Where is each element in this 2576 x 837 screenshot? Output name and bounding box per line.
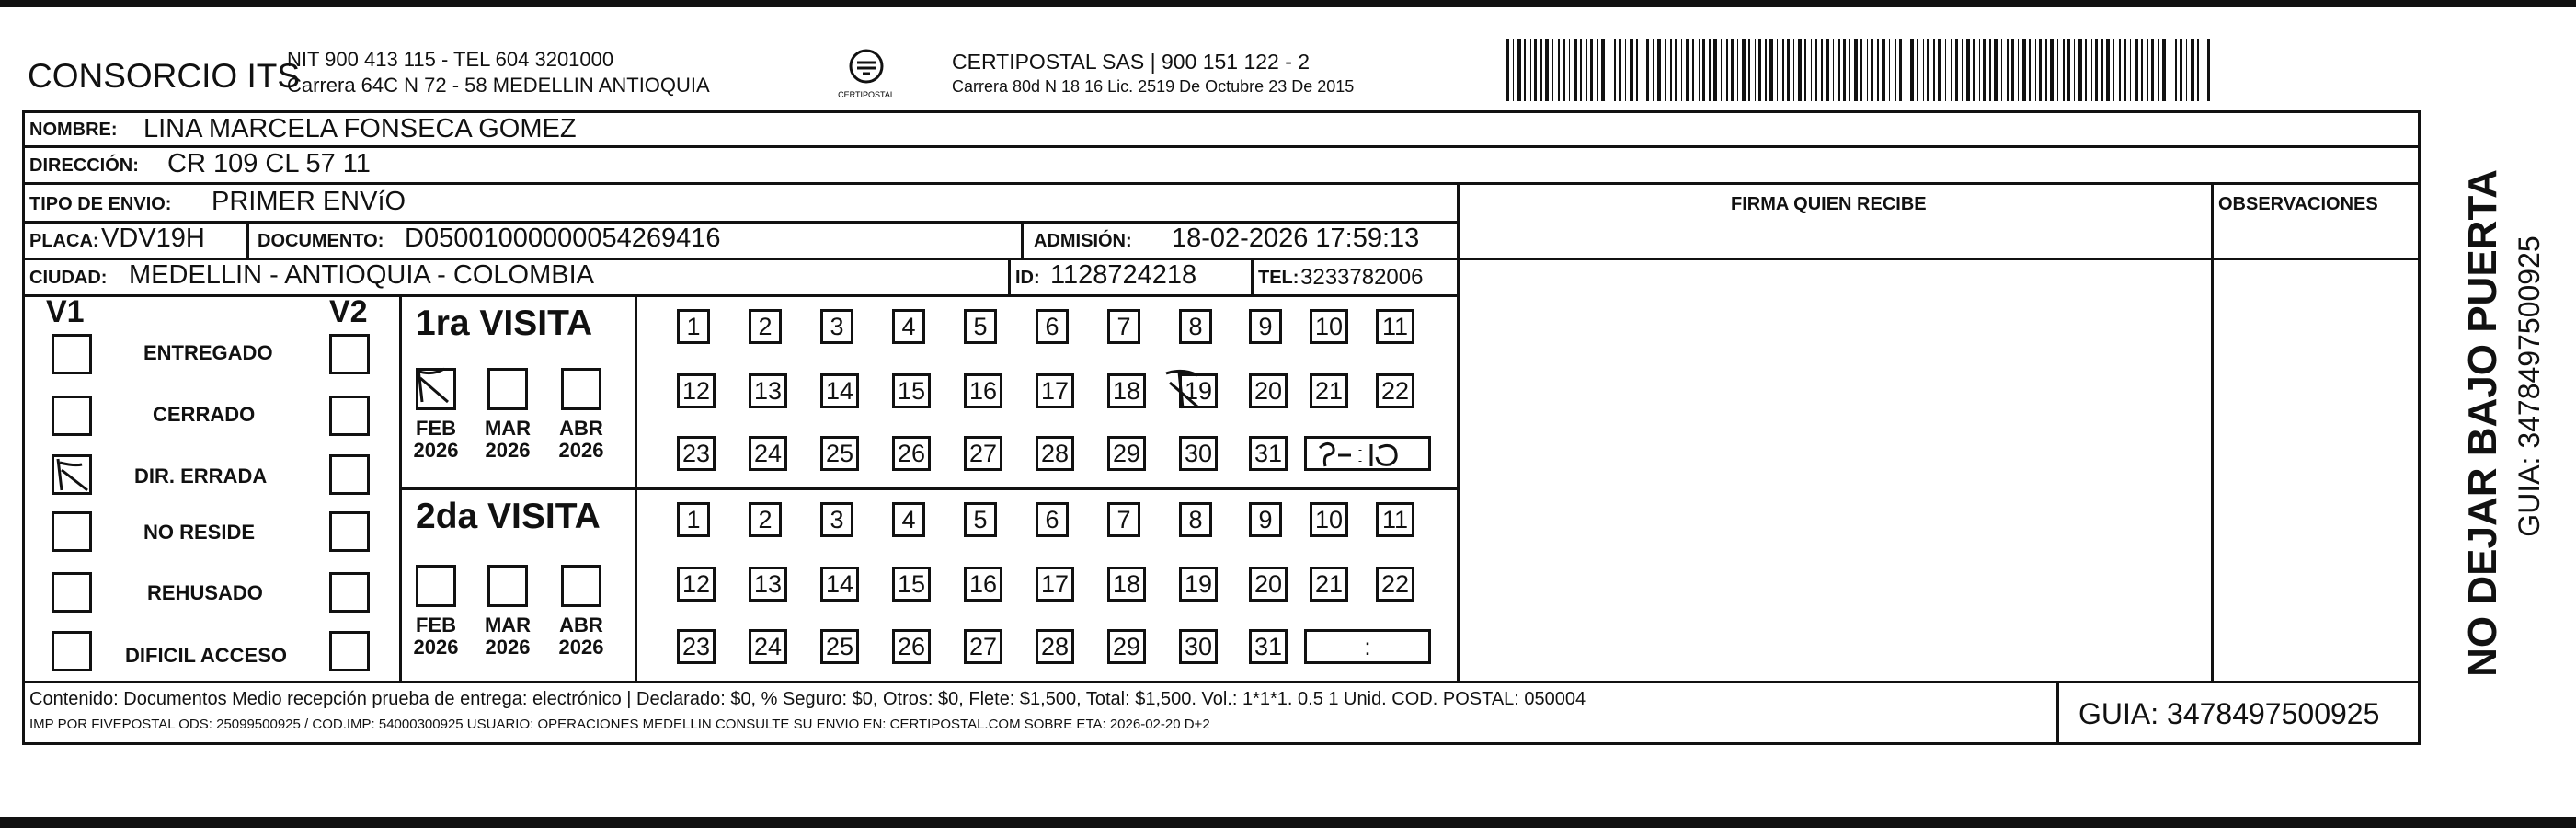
v1-checkbox-no-reside[interactable] xyxy=(52,511,92,552)
visit2-day-9[interactable]: 9 xyxy=(1249,502,1282,537)
documento-label: DOCUMENTO: xyxy=(258,231,384,251)
col-line xyxy=(1021,221,1024,258)
col-line xyxy=(246,221,249,258)
visit1-month-abr-checkbox[interactable] xyxy=(561,368,601,410)
visit1-day-27[interactable]: 27 xyxy=(964,436,1002,471)
visit2-day-3[interactable]: 3 xyxy=(820,502,853,537)
visit1-day-2[interactable]: 2 xyxy=(749,309,782,344)
v1-checkbox-cerrado[interactable] xyxy=(52,396,92,436)
visit1-day-30[interactable]: 30 xyxy=(1179,436,1218,471)
status-rehusado: REHUSADO xyxy=(147,581,263,604)
footer-content-line: Contenido: Documentos Medio recepción prueba de entrega: electrónico | Declarado: $0, % Seguro: $0, Otros: $0, Flete: $1,500, Total: $1,500. Vol.: 1*1*1. 0.5 1 Unid. COD. POSTAL: 050004 xyxy=(29,689,1586,709)
v2-checkbox-dir-errada[interactable] xyxy=(329,454,370,495)
col-line xyxy=(1251,258,1254,294)
row-line xyxy=(399,487,1457,490)
visit1-day-10[interactable]: 10 xyxy=(1310,309,1348,344)
bottom-edge-bar xyxy=(0,817,2576,828)
visit2-day-31[interactable]: 31 xyxy=(1249,629,1288,664)
v1-checkbox-dificil-acceso[interactable] xyxy=(52,631,92,671)
visit1-day-14[interactable]: 14 xyxy=(820,373,859,408)
col-line xyxy=(2056,681,2059,745)
segunda-visita-title: 2da VISITA xyxy=(416,497,601,536)
visit1-month-mar-checkbox[interactable] xyxy=(487,368,528,410)
visit2-day-2[interactable]: 2 xyxy=(749,502,782,537)
admision-label: ADMISIÓN: xyxy=(1034,231,1132,251)
admision-value: 18-02-2026 17:59:13 xyxy=(1172,224,1420,253)
nombre-value: LINA MARCELA FONSECA GOMEZ xyxy=(143,114,577,143)
visit2-day-7[interactable]: 7 xyxy=(1107,502,1140,537)
v2-checkbox-rehusado[interactable] xyxy=(329,572,370,613)
id-value: 1128724218 xyxy=(1050,260,1197,290)
visit1-day-31[interactable]: 31 xyxy=(1249,436,1288,471)
visit2-day-20[interactable]: 20 xyxy=(1249,567,1288,602)
visit2-day-28[interactable]: 28 xyxy=(1036,629,1074,664)
visit2-day-30[interactable]: 30 xyxy=(1179,629,1218,664)
visit1-month-feb: FEB 2026 xyxy=(413,417,459,463)
footer-guia: GUIA: 3478497500925 xyxy=(2078,697,2380,730)
v2-checkbox-cerrado[interactable] xyxy=(329,396,370,436)
v2-checkbox-no-reside[interactable] xyxy=(329,511,370,552)
tel-value: 3233782006 xyxy=(1300,265,1424,290)
visit2-month-feb-checkbox[interactable] xyxy=(416,565,456,607)
visit2-day-29[interactable]: 29 xyxy=(1107,629,1146,664)
col-line xyxy=(1008,258,1011,294)
row-line xyxy=(22,294,1457,297)
col-line xyxy=(1457,182,1460,682)
visit1-month-feb-checkbox[interactable] xyxy=(416,368,456,410)
handwritten-time-icon xyxy=(1307,439,1428,470)
visit2-day-13[interactable]: 13 xyxy=(749,567,787,602)
row-line xyxy=(22,182,2421,185)
visit2-day-1[interactable]: 1 xyxy=(677,502,710,537)
visit1-day-18[interactable]: 18 xyxy=(1107,373,1146,408)
v2-checkbox-dificil-acceso[interactable] xyxy=(329,631,370,671)
firma-header: FIRMA QUIEN RECIBE xyxy=(1731,194,1927,214)
visit2-day-18[interactable]: 18 xyxy=(1107,567,1146,602)
visit1-day-7[interactable]: 7 xyxy=(1107,309,1140,344)
certipostal-logo-icon xyxy=(830,46,903,101)
carrier-address: Carrera 80d N 18 16 Lic. 2519 De Octubre 23 De 2015 xyxy=(952,77,1355,96)
direccion-label: DIRECCIÓN: xyxy=(29,155,139,176)
status-dir-errada: DIR. ERRADA xyxy=(134,464,268,487)
status-dificil-acceso: DIFICIL ACCESO xyxy=(125,644,288,667)
v1-checkbox-dir-errada[interactable] xyxy=(52,454,92,495)
visit2-day-19[interactable]: 19 xyxy=(1179,567,1218,602)
visit2-day-12[interactable]: 12 xyxy=(677,567,716,602)
visit2-day-8[interactable]: 8 xyxy=(1179,502,1212,537)
company-address: Carrera 64C N 72 - 58 MEDELLIN ANTIOQUIA xyxy=(287,74,710,97)
ciudad-value: MEDELLIN - ANTIOQUIA - COLOMBIA xyxy=(129,260,594,290)
visit2-month-mar-checkbox[interactable] xyxy=(487,565,528,607)
placa-label: PLACA: xyxy=(29,231,99,251)
visit1-day-28[interactable]: 28 xyxy=(1036,436,1074,471)
visit2-time-value: : xyxy=(1364,633,1371,660)
visit2-day-22[interactable]: 22 xyxy=(1376,567,1414,602)
visit2-month-mar: MAR 2026 xyxy=(484,613,532,659)
visit1-day-11[interactable]: 11 xyxy=(1376,309,1414,344)
visit2-day-6[interactable]: 6 xyxy=(1036,502,1069,537)
visit2-day-23[interactable]: 23 xyxy=(677,629,716,664)
handwritten-check-icon xyxy=(413,365,450,404)
visit2-day-17[interactable]: 17 xyxy=(1036,567,1074,602)
v1-checkbox-entregado[interactable] xyxy=(52,334,92,374)
visit1-day-9[interactable]: 9 xyxy=(1249,309,1282,344)
observaciones-header: OBSERVACIONES xyxy=(2218,194,2378,214)
primera-visita-title: 1ra VISITA xyxy=(416,304,593,343)
status-entregado: ENTREGADO xyxy=(143,341,273,364)
company-nit: NIT 900 413 115 - TEL 604 3201000 xyxy=(287,48,614,71)
visit2-day-5[interactable]: 5 xyxy=(964,502,997,537)
barcode xyxy=(1506,39,2215,101)
v1-label: V1 xyxy=(46,294,85,329)
visit1-day-25[interactable]: 25 xyxy=(820,436,859,471)
visit2-day-26[interactable]: 26 xyxy=(892,629,931,664)
carrier-line: CERTIPOSTAL SAS | 900 151 122 - 2 xyxy=(952,50,1311,74)
visit1-day-17[interactable]: 17 xyxy=(1036,373,1074,408)
placa-value: VDV19H xyxy=(101,224,205,253)
visit1-day-3[interactable]: 3 xyxy=(820,309,853,344)
company-name: CONSORCIO ITS xyxy=(28,57,301,95)
visit2-day-25[interactable]: 25 xyxy=(820,629,859,664)
col-line xyxy=(2211,182,2214,682)
visit1-day-8[interactable]: 8 xyxy=(1179,309,1212,344)
visit2-month-feb: FEB 2026 xyxy=(413,613,459,659)
v2-label: V2 xyxy=(329,294,368,329)
visit1-day-6[interactable]: 6 xyxy=(1036,309,1069,344)
visit2-day-10[interactable]: 10 xyxy=(1310,502,1348,537)
v1-checkbox-rehusado[interactable] xyxy=(52,572,92,613)
visit1-day-22[interactable]: 22 xyxy=(1376,373,1414,408)
visit2-day-16[interactable]: 16 xyxy=(964,567,1002,602)
visit2-time-box[interactable] xyxy=(1304,629,1431,664)
footer-imp-line: IMP POR FIVEPOSTAL ODS: 25099500925 / COD.IMP: 54000300925 USUARIO: OPERACIONES MEDELLIN CONSULTE SU ENVIO EN: CERTIPOSTAL.COM SOBRE ETA: 2026-02-20 D+2 xyxy=(29,717,1210,732)
visit1-day-23[interactable]: 23 xyxy=(677,436,716,471)
ciudad-label: CIUDAD: xyxy=(29,268,108,288)
status-no-reside: NO RESIDE xyxy=(143,521,256,544)
nombre-label: NOMBRE: xyxy=(29,120,118,140)
side-guia: GUIA: 3478497500925 xyxy=(2513,235,2546,537)
handwritten-check-icon xyxy=(1161,366,1205,412)
visit2-day-4[interactable]: 4 xyxy=(892,502,925,537)
visit1-day-20[interactable]: 20 xyxy=(1249,373,1288,408)
visit1-day-12[interactable]: 12 xyxy=(677,373,716,408)
handwritten-check-icon xyxy=(54,457,89,492)
visit1-day-15[interactable]: 15 xyxy=(892,373,931,408)
id-label: ID: xyxy=(1015,268,1040,288)
visit1-day-29[interactable]: 29 xyxy=(1107,436,1146,471)
visit1-day-1[interactable]: 1 xyxy=(677,309,710,344)
visit2-month-abr: ABR 2026 xyxy=(558,613,604,659)
visit1-month-mar: MAR 2026 xyxy=(484,417,532,463)
visit1-day-24[interactable]: 24 xyxy=(749,436,787,471)
visit2-day-24[interactable]: 24 xyxy=(749,629,787,664)
visit1-day-5[interactable]: 5 xyxy=(964,309,997,344)
visit2-day-15[interactable]: 15 xyxy=(892,567,931,602)
visit1-month-abr: ABR 2026 xyxy=(558,417,604,463)
v2-checkbox-entregado[interactable] xyxy=(329,334,370,374)
visit2-day-27[interactable]: 27 xyxy=(964,629,1002,664)
visit1-time-box[interactable] xyxy=(1304,436,1431,471)
visit1-day-21[interactable]: 21 xyxy=(1310,373,1348,408)
documento-value: D05001000000054269416 xyxy=(405,224,721,253)
status-cerrado: CERRADO xyxy=(153,403,256,426)
visit1-day-4[interactable]: 4 xyxy=(892,309,925,344)
visit2-day-14[interactable]: 14 xyxy=(820,567,859,602)
visit1-day-26[interactable]: 26 xyxy=(892,436,931,471)
top-edge-bar xyxy=(0,0,2576,7)
visit2-day-21[interactable]: 21 xyxy=(1310,567,1348,602)
visit2-day-11[interactable]: 11 xyxy=(1376,502,1414,537)
side-notice: NO DEJAR BAJO PUERTA xyxy=(2460,169,2505,677)
tipo-envio-label: TIPO DE ENVIO: xyxy=(29,194,172,214)
svg-text:CERTIPOSTAL: CERTIPOSTAL xyxy=(838,90,895,99)
visit2-month-abr-checkbox[interactable] xyxy=(561,565,601,607)
tel-label: TEL: xyxy=(1258,268,1299,288)
direccion-value: CR 109 CL 57 11 xyxy=(167,149,371,178)
visit1-day-19[interactable]: 19 xyxy=(1179,373,1218,408)
tipo-envio-value: PRIMER ENVíO xyxy=(212,187,406,216)
row-line xyxy=(22,681,2421,683)
visit1-day-13[interactable]: 13 xyxy=(749,373,787,408)
visit1-day-16[interactable]: 16 xyxy=(964,373,1002,408)
row-line xyxy=(22,145,2421,148)
